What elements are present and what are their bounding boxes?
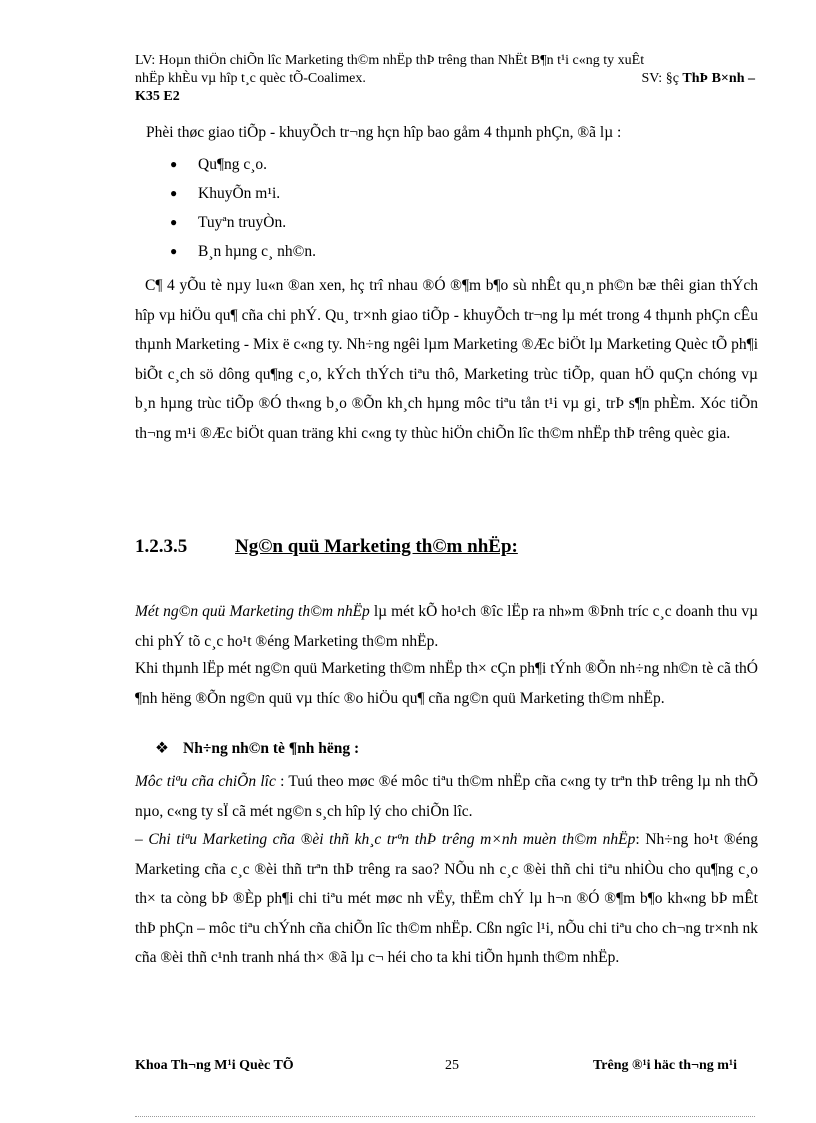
page-number: 25 xyxy=(445,1058,459,1073)
bullet-icon: ● xyxy=(170,186,178,200)
paragraph-definition xyxy=(135,597,758,656)
intro-text: Phèi thøc giao tiÕp - khuyÕch tr¬ng hçn hîp bao gåm 4 thµnh phÇn, ®ã lµ : xyxy=(146,124,622,141)
paragraph-promotion: C¶ 4 yÕu tè nµy lu«n ®an xen, hç trî nhau ®Ó ®¶m b¶o sù nhÊt qu¸n ph©n bæ thêi gian thÝch hîp vµ hiÖu qu¶ cña chi phÝ. Qu¸ tr×nh giao tiÕp - khuyÕch tr¬ng lµ mét trong 4 thµnh phÇn cÊu thµnh Marketing - Mix ë c«ng ty. Nh÷ng ngêi lµm Marketing ®Æc biÖt lµ Marketing Quèc tÕ ph¶i biÕt c¸ch sö dông qu¶ng c¸o, kÝch thÝch tiªu thô, Marketing trùc tiÕp, quan hÖ quÇn chóng vµ b¸n hµng trùc tiÕp ®Ó th«ng b¸o ®Õn kh¸ch hµng môc tiªu tån t¹i vµ gi¸ trÞ s¶n phÈm. Xóc tiÕn th¬ng m¹i ®Æc biÖt quan träng khi c«ng ty thùc hiÖn chiÕn lîc th©m nhËp thÞ trêng quèc gia. xyxy=(135,277,758,442)
section-number: 1.2.3.5 xyxy=(135,536,188,557)
paragraph-objective xyxy=(135,767,758,826)
definition-text: lµ mét kÕ ho¹ch ®îc lËp ra nh»m ®Þnh tríc c¸c doanh thu vµ chi phÝ tõ c¸c ho¹t ®éng Marketing th©m nhËp. xyxy=(135,603,759,650)
list-item-text: KhuyÕn m¹i. xyxy=(198,185,281,202)
list-item xyxy=(170,150,316,179)
header-line-2 xyxy=(135,70,755,88)
objective-term: Môc tiªu cña chiÕn lîc xyxy=(135,773,276,790)
bullet-icon: ● xyxy=(170,215,178,229)
header-class: K35 E2 xyxy=(135,89,180,104)
objective-text: : Tuú theo møc ®é môc tiªu th©m nhËp cña c«ng ty trªn thÞ trêng lµ nh thÕ nµo, c«ng ty sÏ cã mét ng©n s¸ch hîp lý cho chiÕn lîc. xyxy=(135,773,758,820)
section-title: Ng©n quü Marketing th©m nhËp: xyxy=(235,536,518,557)
page-header xyxy=(135,52,755,106)
section-heading xyxy=(135,536,518,558)
header-student-prefix: SV: §ç xyxy=(641,71,683,86)
footer-university: Trêng ®¹i häc th¬ng m¹i xyxy=(592,1058,737,1073)
list-item-text: Qu¶ng c¸o. xyxy=(198,156,268,173)
list-item xyxy=(170,237,316,266)
list-item xyxy=(170,208,316,237)
page-footer xyxy=(135,1058,755,1074)
paragraph-factors-intro: Khi thµnh lËp mét ng©n quü Marketing th©m nhËp th× cÇn ph¶i tÝnh ®Õn nh÷ng nh©n tè cã thÓ ¶nh hëng ®Õn ng©n quü vµ thíc ®o hiÖu qu¶ cña ng©n quü Marketing th©m nhËp. xyxy=(135,660,758,707)
list-item xyxy=(170,179,316,208)
footer-faculty: Khoa Th¬ng M¹i Quèc TÕ xyxy=(135,1058,294,1073)
subheading xyxy=(155,739,359,758)
header-line-1: LV: Hoµn thiÖn chiÕn lîc Marketing th©m nhËp thÞ trêng than NhËt B¶n t¹i c«ng ty xuÊt xyxy=(135,53,645,68)
list-item-text: B¸n hµng c¸ nh©n. xyxy=(198,243,316,260)
bullet-icon: ● xyxy=(170,244,178,258)
list-item-text: Tuyªn truyÒn. xyxy=(198,214,287,231)
header-company: nhËp khÈu vµ hîp t¸c quèc tÕ-Coalimex. xyxy=(135,71,366,86)
competitors-text: : Nh÷ng ho¹t ®éng Marketing cña c¸c ®èi thñ trªn thÞ trêng ra sao? NÕu nh c¸c ®èi thñ chi tiªu nhiÒu cho qu¶ng c¸o th× ta còng bÞ ®Èp ph¶i chi tiªu mét møc nh vËy, thËm chÝ lµ h¬n ®Ó ®¶m b¶o kh«ng bÞ mÊt thÞ phÇn – môc tiªu chÝnh cña chiÕn lîc th©m nhËp. Cßn ngîc l¹i, nÕu chi tiªu cho ch¬ng tr×nh nk cña ®èi thñ c¹nh tranh nhá th× ®ã lµ c¬ héi cho ta khi tiÕn hµnh th©m nhËp. xyxy=(135,831,758,966)
header-student xyxy=(641,70,755,88)
subheading-text: Nh÷ng nh©n tè ¶nh hëng : xyxy=(183,740,360,757)
bullet-list xyxy=(170,150,316,266)
definition-term: Mét ng©n quü Marketing th©m nhËp xyxy=(135,603,370,620)
header-student-name: ThÞ B×nh – xyxy=(682,71,755,86)
bullet-icon: ● xyxy=(170,157,178,171)
paragraph-competitors xyxy=(135,825,758,973)
footer-divider xyxy=(135,1116,755,1117)
competitors-term: – Chi tiªu Marketing cña ®èi thñ kh¸c trªn thÞ trêng m×nh muèn th©m nhËp xyxy=(135,831,636,848)
diamond-bullet-icon: ❖ xyxy=(155,740,169,757)
